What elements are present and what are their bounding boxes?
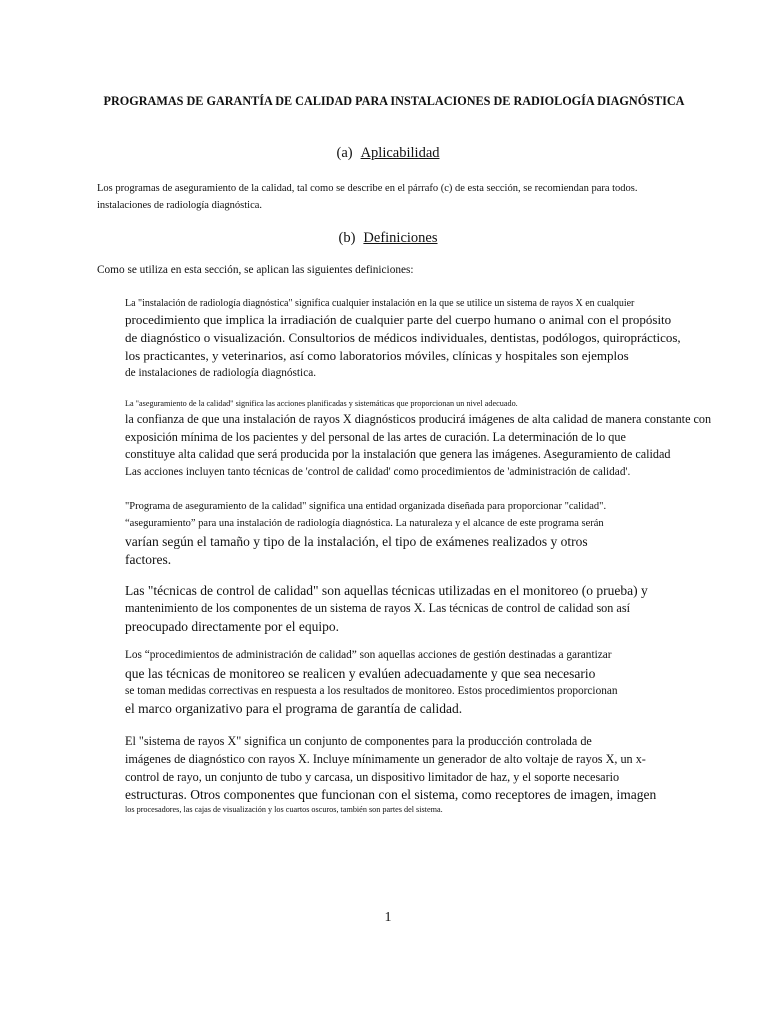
definition-line: estructuras. Otros componentes que funcionan con el sistema, como receptores de imagen, imagen (125, 787, 657, 802)
definition-line: La "aseguramiento de la calidad" significa las acciones planificadas y sistemáticas que proporcionan un nivel adecuado. (125, 399, 518, 408)
section-a-title: Aplicabilidad (360, 145, 440, 161)
definition-line: de diagnóstico o visualización. Consultorios de médicos individuales, dentistas, podólogos, quiroprácticos, (125, 330, 681, 345)
definition-line: se toman medidas correctivas en respuesta a los resultados de monitoreo. Estos procedimientos proporcionan (125, 685, 618, 697)
definition-line: "Programa de aseguramiento de la calidad" significa una entidad organizada diseñada para proporcionar "calidad". (125, 501, 607, 512)
section-b-title: Definiciones (363, 230, 438, 246)
definition-line: varían según el tamaño y tipo de la instalación, el tipo de exámenes realizados y otros (125, 534, 588, 549)
definition-line: “aseguramiento” para una instalación de radiología diagnóstica. La naturaleza y el alcance de este programa serán (125, 518, 604, 529)
definition-line: imágenes de diagnóstico con rayos X. Incluye mínimamente un generador de alto voltaje de rayos X, un x- (125, 752, 646, 766)
definition-line: preocupado directamente por el equipo. (125, 619, 340, 634)
definition-quality-assurance (125, 397, 715, 481)
section-b-label: (b) (338, 230, 356, 246)
definition-qa-procedures (125, 647, 715, 718)
section-a-heading (0, 145, 768, 162)
definition-line: mantenimiento de los componentes de un sistema de rayos X. Las técnicas de control de calidad son así (125, 601, 630, 615)
definition-line: Las acciones incluyen tanto técnicas de 'control de calidad' como procedimientos de 'administración de calidad'. (125, 465, 631, 478)
definition-line: la confianza de que una instalación de rayos X diagnósticos producirá imágenes de alta calidad de manera constante con (125, 412, 712, 426)
section-a-paragraph (97, 180, 717, 214)
definition-line: procedimiento que implica la irradiación de cualquier parte del cuerpo humano o animal con el propósito (125, 312, 672, 327)
definition-line: La "instalación de radiología diagnóstica" significa cualquier instalación en la que se utilice un sistema de rayos X en cualquier (125, 298, 635, 309)
definition-xray-system (125, 732, 715, 816)
definition-line: El "sistema de rayos X" significa un conjunto de componentes para la producción controlada de (125, 734, 592, 748)
definition-line: Las "técnicas de control de calidad" son aquellas técnicas utilizadas en el monitoreo (o prueba) y (125, 583, 648, 598)
definition-line: factores. (125, 552, 172, 567)
definition-line: que las técnicas de monitoreo se realicen y evalúen adecuadamente y que sea necesario (125, 666, 596, 681)
section-b-heading (0, 230, 768, 247)
definition-line: los procesadores, las cajas de visualización y los cuartos oscuros, también son partes del sistema. (125, 805, 443, 814)
section-a-line: instalaciones de radiología diagnóstica. (97, 200, 263, 211)
definition-facility (125, 297, 715, 381)
definition-line: Los “procedimientos de administración de calidad” son aquellas acciones de gestión destinadas a garantizar (125, 649, 612, 661)
definition-qa-program (125, 498, 715, 569)
definition-line: exposición mínima de los pacientes y del personal de las artes de curación. La determinación de lo que (125, 429, 626, 444)
definition-line: el marco organizativo para el programa de garantía de calidad. (125, 701, 463, 716)
section-a-line: Los programas de aseguramiento de la calidad, tal como se describe en el párrafo (c) de esta sección, se recomiendan para todos. (97, 183, 638, 194)
definitions-intro (97, 264, 717, 276)
definition-line: de instalaciones de radiología diagnóstica. (125, 367, 317, 379)
document-title: PROGRAMAS DE GARANTÍA DE CALIDAD PARA INSTALACIONES DE RADIOLOGÍA DIAGNÓSTICA (103, 94, 685, 108)
definition-qc-techniques (125, 581, 715, 636)
definition-line: constituye alta calidad que será producida por la instalación que genera las imágenes. Aseguramiento de calidad (125, 447, 671, 461)
page-number: 1 (384, 910, 392, 925)
definition-line: control de rayo, un conjunto de tubo y carcasa, un dispositivo limitador de haz, y el soporte necesario (125, 770, 620, 784)
definitions-intro-text: Como se utiliza en esta sección, se aplican las siguientes definiciones: (97, 264, 414, 276)
definition-line: los practicantes, y veterinarios, así como laboratorios móviles, clínicas y hospitales son ejemplos (125, 348, 629, 363)
section-a-label: (a) (336, 145, 353, 161)
